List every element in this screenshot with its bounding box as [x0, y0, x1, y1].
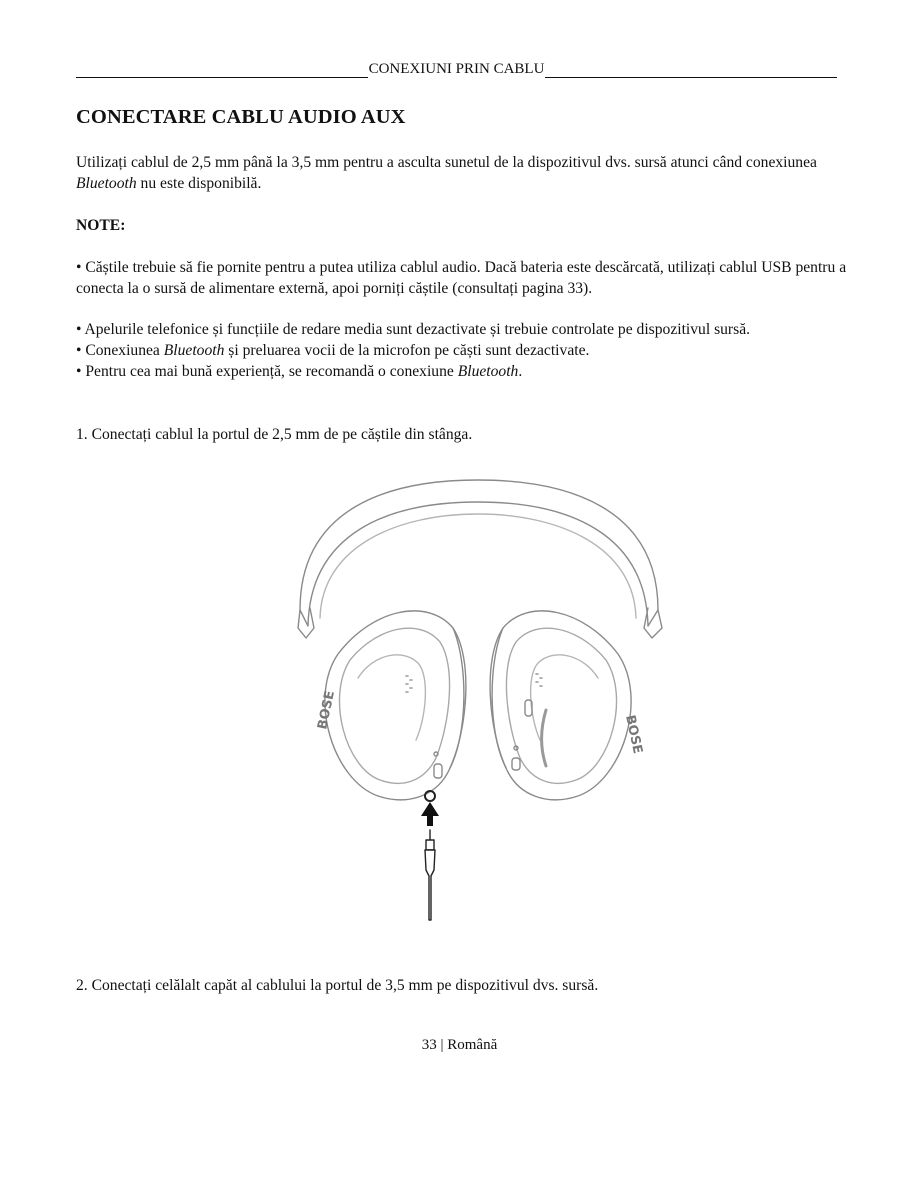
- right-yoke: [644, 608, 662, 638]
- left-earcup: [315, 611, 466, 801]
- right-bose-logo: BOSE: [622, 713, 645, 756]
- intro-text-end: nu este disponibilă.: [136, 175, 262, 192]
- page-title: CONECTARE CABLU AUDIO AUX: [76, 106, 406, 128]
- bullet-calls: • Apelurile telefonice și funcțiile de redare media sunt dezactivate și trebuie controlate pe dispozitivul sursă.: [76, 321, 751, 338]
- footer-language: Română: [447, 1037, 498, 1053]
- insert-arrow-icon: [421, 802, 439, 826]
- page-number: 33: [421, 1037, 437, 1053]
- note-label: NOTE:: [76, 217, 126, 234]
- note-paragraph: • Căștile trebuie să fie pornite pentru a putea utiliza cablul audio. Dacă bateria este descărcată, utilizați cablul USB pentru a conecta la o sursă de alimentare externă, apoi porniți căștile (consultați pagina 33).: [76, 259, 847, 297]
- bullet-2-start: • Conexiunea: [76, 342, 164, 359]
- header-rule-right: [545, 63, 837, 78]
- left-bose-logo: BOSE: [315, 689, 339, 731]
- footer-separator: |: [440, 1037, 444, 1053]
- right-earcup: [490, 611, 645, 800]
- intro-bluetooth: Bluetooth: [76, 175, 137, 192]
- running-header: [76, 60, 837, 78]
- bullet-list: [76, 319, 856, 382]
- bullet-3-start: • Pentru cea mai bună experiență, se recomandă o conexiune: [76, 363, 458, 380]
- step-2: 2. Conectați celălalt capăt al cablului la portul de 3,5 mm pe dispozitivul dvs. sursă.: [76, 977, 599, 994]
- bullet-2-bluetooth: Bluetooth: [163, 342, 225, 359]
- intro-paragraph: [76, 152, 856, 194]
- bullet-bluetooth-disabled: [76, 340, 856, 361]
- step-1: 1. Conectați cablul la portul de 2,5 mm de pe căștile din stânga.: [76, 426, 473, 443]
- header-rule-left: [76, 63, 368, 78]
- bullet-3-end: .: [518, 363, 523, 380]
- bullet-3-bluetooth: Bluetooth: [457, 363, 519, 380]
- headband-inner-edge: [320, 514, 636, 618]
- aux-cable-plug: [425, 830, 435, 920]
- bullet-2-end: și preluarea vocii de la microfon pe căști sunt dezactivate.: [224, 342, 590, 359]
- headband: [300, 480, 658, 626]
- headphones-illustration: [278, 478, 678, 928]
- page-footer: [0, 1037, 919, 1054]
- intro-text-start: Utilizați cablul de 2,5 mm până la 3,5 mm pentru a asculta sunetul de la dispozitivul dvs. sursă atunci când conexiunea: [76, 154, 817, 171]
- section-title: CONEXIUNI PRIN CABLU: [368, 61, 545, 77]
- bullet-recommendation: [76, 361, 856, 382]
